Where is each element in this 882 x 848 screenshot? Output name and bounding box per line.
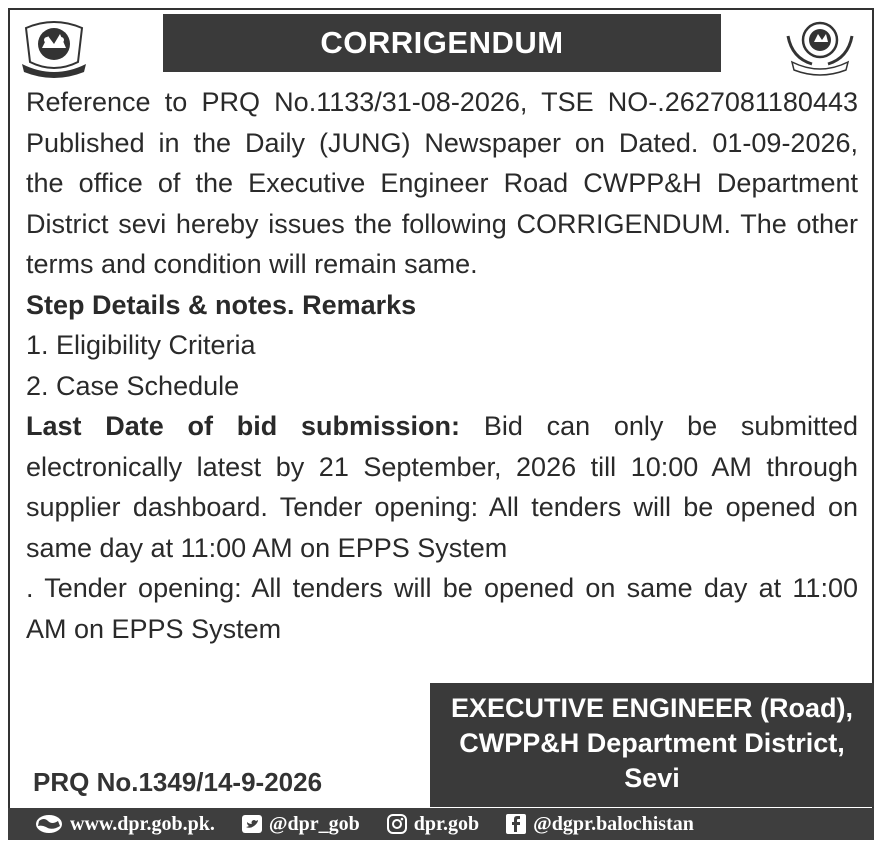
facebook-link[interactable] xyxy=(505,813,694,836)
step-item: 2. Case Schedule xyxy=(26,370,240,401)
district-line: District sevi hereby issues the following CORRIGENDUM. The other xyxy=(26,208,858,239)
steps-heading: Step Details & notes. Remarks xyxy=(26,289,417,320)
notice-body xyxy=(26,82,858,649)
prq-number: PRQ No.1349/14-9-2026 xyxy=(33,767,323,797)
website-text: www.dpr.gob.pk. xyxy=(70,812,215,835)
electronic-line: electronically latest by 21 September, 2026 till 10:00 AM through xyxy=(26,451,858,482)
last-date-label: Last Date of bid submission: xyxy=(26,411,461,441)
terms-line: terms and condition will remain same. xyxy=(26,249,478,279)
instagram-link[interactable] xyxy=(386,813,479,836)
tender-epps-line: AM on EPPS System xyxy=(26,613,282,644)
facebook-icon xyxy=(505,813,527,835)
globe-icon xyxy=(34,813,64,835)
epps-line: same day at 11:00 AM on EPPS System xyxy=(26,532,508,563)
last-date-text: Bid can only be submitted xyxy=(483,411,858,441)
twitter-link[interactable] xyxy=(241,813,360,836)
signature-district: Sevi xyxy=(624,763,680,793)
last-date-line xyxy=(26,406,858,447)
facebook-handle: @dgpr.balochistan xyxy=(533,812,694,835)
signature-block xyxy=(430,683,874,807)
corrigendum-title: CORRIGENDUM xyxy=(163,14,721,72)
step-item: 1. Eligibility Criteria xyxy=(26,330,256,360)
dashboard-line: supplier dashboard. Tender opening: All tenders will be opened on xyxy=(26,492,858,522)
tender-opening-line: . Tender opening: All tenders will be opened on same day at 11:00 xyxy=(26,573,858,603)
department-emblem-right xyxy=(782,14,858,80)
instagram-icon xyxy=(386,813,408,835)
footer-bar xyxy=(8,808,874,840)
instagram-handle: dpr.gob xyxy=(413,812,480,835)
website-link[interactable] xyxy=(34,813,215,836)
signature-department: CWPP&H Department District, xyxy=(459,728,845,758)
published-line: Published in the Daily (JUNG) Newspaper on Dated. 01-09-2026, xyxy=(26,127,858,158)
signature-title: EXECUTIVE ENGINEER (Road), xyxy=(450,693,854,723)
office-line: the office of the Executive Engineer Road CWPP&H Department xyxy=(26,168,858,198)
twitter-icon xyxy=(241,814,263,834)
twitter-handle: @dpr_gob xyxy=(268,812,360,835)
government-emblem-left xyxy=(16,14,92,80)
reference-line: Reference to PRQ No.1133/31-08-2026, TSE NO-.2627081180443 xyxy=(26,87,858,117)
